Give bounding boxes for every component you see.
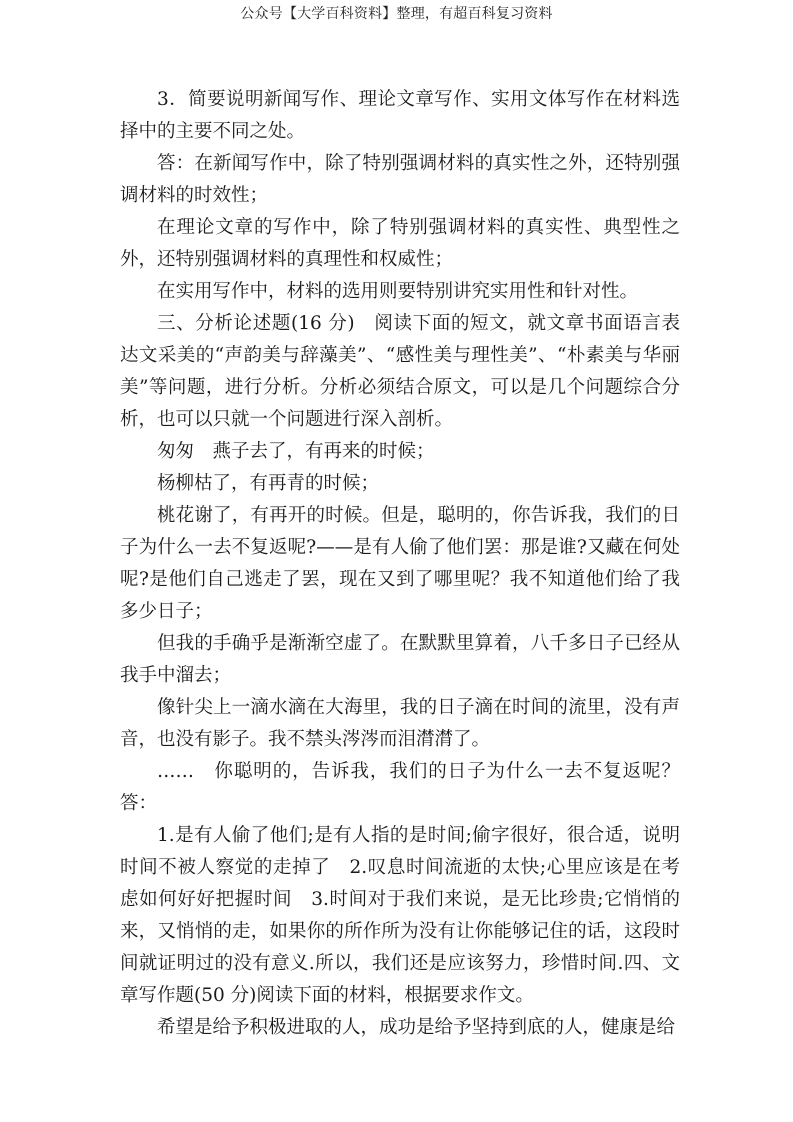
essay-line-1: 匆匆 燕子去了，有再来的时候； — [157, 441, 435, 462]
essay-question: …… 你聪明的，告诉我，我们的日子为什么一去不复返呢？答： — [120, 761, 680, 814]
answer-practical-writing: 在实用写作中，材料的选用则要特别讲究实用性和针对性。 — [157, 281, 639, 302]
section-3-instructions: 三、分析论述题(16 分) 阅读下面的短文，就文章书面语言表达文采美的“声韵美与辞藻美”、“感性美与理性美”、“朴素美与华丽美”等问题，进行分析。分析必须结合原文，可以是几个问题综合分析，也可以只就一个问题进行深入剖析。 — [120, 313, 680, 430]
section-4-material: 希望是给予积极进取的人，成功是给予坚持到底的人，健康是给 — [157, 1017, 676, 1038]
question-3-prompt: 3．简要说明新闻写作、理论文章写作、实用文体写作在材料选择中的主要不同之处。 — [120, 89, 680, 142]
essay-paragraph-4: 但我的手确乎是渐渐空虚了。在默默里算着，八千多日子已经从我手中溜去； — [120, 633, 680, 686]
essay-paragraph-3: 桃花谢了，有再开的时候。但是，聪明的，你告诉我，我们的日子为什么一去不复返呢?——是有人偷了他们罢：那是谁?又藏在何处呢?是他们自己逃走了罢，现在又到了哪里呢？我不知道他们给了我多少日子； — [120, 505, 680, 622]
essay-answer: 1.是有人偷了他们;是有人指的是时间;偷字很好，很合适，说明时间不被人察觉的走掉了 2.叹息时间流逝的太快;心里应该是在考虑如何好好把握时间 3.时间对于我们来说，是无比珍贵;它悄悄的来，又悄悄的走，如果你的所作所为没有让你能够记住的话，这段时间就证明过的没有意义.所以，我们还是应该努力，珍惜时间.四、文章写作题(50 分)阅读下面的材料，根据要求作文。 — [120, 825, 680, 1006]
answer-news-writing: 答：在新闻写作中，除了特别强调材料的真实性之外，还特别强调材料的时效性； — [120, 153, 680, 206]
document-body — [120, 84, 680, 1044]
page-header: 公众号【大学百科资料】整理，有超百科复习资料 — [240, 6, 553, 22]
essay-line-2: 杨柳枯了，有再青的时候； — [157, 473, 380, 494]
essay-paragraph-5: 像针尖上一滴水滴在大海里，我的日子滴在时间的流里，没有声音，也没有影子。我不禁头涔涔而泪潸潸了。 — [120, 697, 680, 750]
answer-theory-writing: 在理论文章的写作中，除了特别强调材料的真实性、典型性之外，还特别强调材料的真理性和权威性； — [120, 217, 680, 270]
